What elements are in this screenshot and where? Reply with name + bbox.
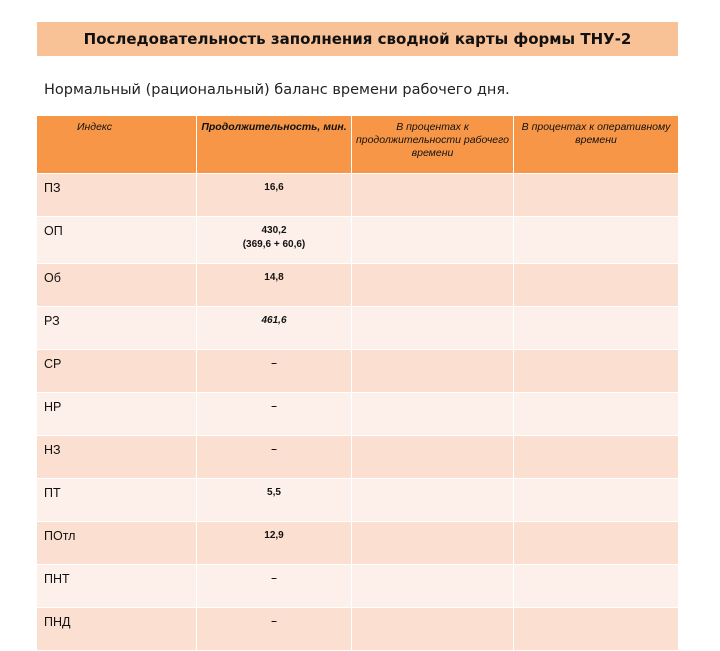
cell-duration: –: [197, 608, 352, 651]
cell-pct-oper: [514, 307, 679, 350]
cell-pct-work: [352, 174, 514, 217]
cell-index: СР: [37, 350, 197, 393]
cell-duration: 12,9: [197, 522, 352, 565]
cell-pct-work: [352, 264, 514, 307]
cell-index: РЗ: [37, 307, 197, 350]
cell-duration: –: [197, 350, 352, 393]
cell-pct-work: [352, 522, 514, 565]
cell-pct-work: [352, 393, 514, 436]
cell-pct-oper: [514, 565, 679, 608]
cell-index: ПОтл: [37, 522, 197, 565]
header-pct-oper: В процентах к оперативному времени: [514, 116, 679, 174]
table-row: [37, 479, 679, 522]
cell-duration: [197, 217, 352, 264]
header-pct-work: В процентах к продолжительности рабочего времени: [352, 116, 514, 174]
table-row: [37, 264, 679, 307]
cell-pct-oper: [514, 436, 679, 479]
cell-pct-work: [352, 350, 514, 393]
cell-index: НЗ: [37, 436, 197, 479]
cell-index: НР: [37, 393, 197, 436]
cell-pct-work: [352, 608, 514, 651]
cell-duration: 14,8: [197, 264, 352, 307]
table-row: [37, 393, 679, 436]
cell-index: ПЗ: [37, 174, 197, 217]
cell-duration: –: [197, 393, 352, 436]
table-row: [37, 436, 679, 479]
cell-pct-work: [352, 307, 514, 350]
cell-pct-work: [352, 217, 514, 264]
table-row: [37, 565, 679, 608]
cell-duration: 461,6: [197, 307, 352, 350]
duration-value: 430,2: [261, 225, 287, 236]
cell-pct-oper: [514, 350, 679, 393]
cell-index: ПНТ: [37, 565, 197, 608]
table-row: [37, 608, 679, 651]
duration-note: (369,6 + 60,6): [242, 239, 306, 250]
cell-pct-work: [352, 479, 514, 522]
cell-pct-oper: [514, 264, 679, 307]
table-row: [37, 217, 679, 264]
table-header-row: [37, 116, 679, 174]
cell-index: Об: [37, 264, 197, 307]
table-row: [37, 307, 679, 350]
cell-pct-oper: [514, 608, 679, 651]
cell-duration: –: [197, 565, 352, 608]
cell-index: ОП: [37, 217, 197, 264]
cell-duration: 5,5: [197, 479, 352, 522]
subtitle: Нормальный (рациональный) баланс времени рабочего дня.: [44, 82, 510, 98]
cell-pct-work: [352, 436, 514, 479]
header-duration: Продолжительность, мин.: [197, 116, 352, 174]
cell-pct-oper: [514, 217, 679, 264]
slide-title-text: Последовательность заполнения сводной карты формы ТНУ-2: [83, 30, 632, 48]
cell-index: ПНД: [37, 608, 197, 651]
cell-pct-oper: [514, 522, 679, 565]
cell-pct-work: [352, 565, 514, 608]
time-balance-table: [36, 115, 679, 651]
cell-pct-oper: [514, 174, 679, 217]
slide-title: [37, 22, 678, 56]
cell-pct-oper: [514, 479, 679, 522]
cell-duration: –: [197, 436, 352, 479]
cell-duration: 16,6: [197, 174, 352, 217]
header-index: Индекс: [37, 116, 197, 174]
table-row: [37, 350, 679, 393]
cell-index: ПТ: [37, 479, 197, 522]
table-row: [37, 174, 679, 217]
cell-pct-oper: [514, 393, 679, 436]
table-row: [37, 522, 679, 565]
